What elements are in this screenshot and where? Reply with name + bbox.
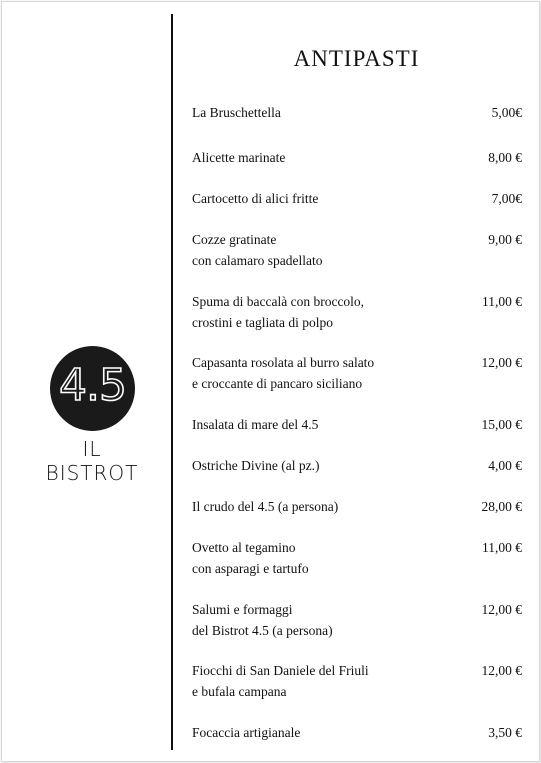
menu-item-line: e croccante di pancaro siciliano [192,376,363,391]
menu-item-line: Spuma di baccalà con broccolo, [192,294,365,309]
menu-item-name [192,414,462,435]
menu-item-price: 12,00 € [481,602,522,617]
menu-item-line: del Bistrot 4.5 (a persona) [192,623,333,638]
menu-item [192,291,522,333]
menu-item-line: Alicette marinate [192,150,286,165]
menu-item-price: 3,50 € [488,725,522,740]
menu-item [192,660,522,702]
menu-item-name [192,352,462,394]
menu-item-name [192,188,462,209]
menu-item-line: Il crudo del 4.5 (a persona) [192,499,339,514]
menu-item-line: Cozze gratinate [192,232,277,247]
menu-item [192,496,522,517]
menu-item-line: con calamaro spadellato [192,253,323,268]
menu-item-price: 15,00 € [481,417,522,432]
menu-item [192,414,522,435]
menu-item-line: crostini e tagliata di polpo [192,315,333,330]
menu-item-price: 12,00 € [481,355,522,370]
menu-item [192,229,522,271]
menu-item-name [192,537,462,579]
menu-item [192,599,522,641]
logo-wordmark: IL BISTROT [45,437,139,485]
menu-item [192,188,522,209]
menu-item-price: 9,00 € [488,232,522,247]
menu-item-name [192,455,462,476]
menu-item-line: Fiocchi di San Daniele del Friuli [192,663,369,678]
menu-item-line: Ostriche Divine (al pz.) [192,458,320,473]
menu-item [192,147,522,168]
menu-item-price: 8,00 € [488,150,522,165]
menu-item-name [192,496,462,517]
section-title: ANTIPASTI [293,46,420,71]
menu-item-line: La Bruschettella [192,105,281,120]
menu-item [192,455,522,476]
menu-item-line: Insalata di mare del 4.5 [192,417,319,432]
menu-item-name [192,147,462,168]
menu-item-price: 11,00 € [482,540,522,555]
menu-item [192,352,522,394]
menu-item-name [192,291,462,333]
vertical-divider [171,14,173,750]
menu-item-price: 12,00 € [481,663,522,678]
menu-item-name [192,102,462,123]
menu-item [192,537,522,579]
menu-item-price: 5,00€ [491,105,522,120]
menu-item [192,722,522,743]
menu-item-name [192,599,462,641]
menu-item-line: con asparagi e tartufo [192,561,309,576]
bistrot-logo [40,344,144,485]
menu-item-name [192,229,462,271]
menu-item-line: Cartocetto di alici fritte [192,191,319,206]
menu-item-price: 7,00€ [491,191,522,206]
menu-item-line: Salumi e formaggi [192,602,293,617]
menu-item-line: e bufala campana [192,684,287,699]
menu-item-line: Capasanta rosolata al burro salato [192,355,375,370]
menu-item-price: 11,00 € [482,294,522,309]
logo-number: 4.5 [59,360,126,411]
menu-item-name [192,722,462,743]
menu-item-price: 28,00 € [481,499,522,514]
menu-item-line: Ovetto al tegamino [192,540,296,555]
menu-item-line: Focaccia artigianale [192,725,301,740]
menu-item-price: 4,00 € [488,458,522,473]
menu-item-name [192,660,462,702]
menu-item [192,102,522,123]
